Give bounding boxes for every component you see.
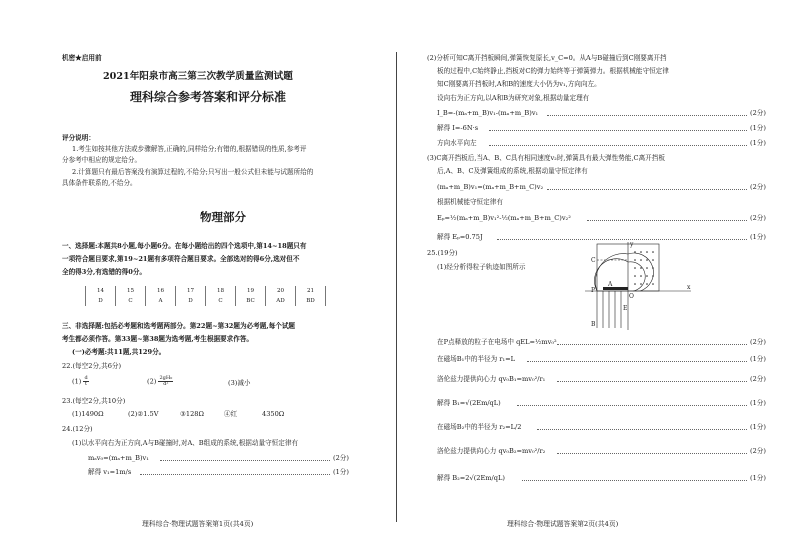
q23-answer-a: (1)1490Ω [72, 410, 104, 418]
fig-label-e: E [623, 305, 628, 312]
r-para-7: 根据机械能守恒定律有 [437, 198, 503, 206]
fig-label-x: x [687, 284, 691, 291]
q22-1-fraction [83, 376, 88, 387]
r-para-4: 设向右为正方向,以A和B为研究对象,根据动量定理有 [437, 94, 590, 102]
r-eq-4: (mₐ+m_B)v₁=(mₐ+m_B+m_C)v₂ [437, 183, 544, 191]
r-score-3: (1分) [750, 139, 766, 147]
table-cell: A [146, 296, 176, 306]
note-1b: 分参考中相应的规定给分。 [62, 156, 142, 164]
note-2b: 具体条件联系的,不给分。 [62, 179, 137, 187]
q23-heading: 23.(每空2分,共10分) [62, 397, 126, 405]
r-score-7: (2分) [750, 338, 766, 346]
q24-part-1: (1)以水平向右为正方向,A与B碰撞时,对A、B组成的系统,根据动量守恒定律有 [72, 439, 299, 447]
r-para-5: (3)C离开挡板后,当A、B、C具有相同速度v₂时,弹簧具有最大弹性势能,C离开挡板 [427, 154, 665, 162]
q22-answer-1 [72, 376, 89, 387]
trajectory-figure [583, 240, 693, 332]
notes-heading: 评分说明： [62, 134, 95, 142]
q22-1-label: (1) [72, 377, 82, 386]
q24-score-1: (2分) [333, 454, 349, 462]
fig-label-p: P [591, 287, 596, 294]
r-eq-8: 在磁场B₁中的半径为 r₁=L [437, 355, 516, 363]
leader-dots [547, 110, 747, 116]
r-para-2: 板的过程中,C始终静止,挡板对C的弹力始终等于弹簧弹力。根据机械能守恒定律 [437, 67, 669, 75]
table-cell: D [176, 296, 206, 306]
r-score-6: (1分) [750, 233, 766, 241]
r-para-6: 后,A、B、C及弹簧组成的系统,根据动量守恒定律有 [437, 167, 588, 175]
r-score-4: (2分) [750, 183, 766, 191]
nonmc-instr-1: 三、非选择题:包括必考题和选考题两部分。第22题~第32题为必考题,每个试题 [62, 322, 296, 330]
leader-dots [587, 215, 747, 221]
frac-num: d [84, 375, 88, 381]
secret-mark: 机密★启用前 [62, 54, 102, 62]
r-score-13: (1分) [750, 474, 766, 482]
r-eq-2: 解得 I=-6N·s [437, 124, 479, 132]
r-eq-11: 在磁场B₂中的半径为 r₂=L/2 [437, 423, 522, 431]
table-cell: 19 [236, 286, 266, 296]
table-cell: D [86, 296, 116, 306]
r-eq-1: I_B=-(mₐ+m_B)v₁-(mₐ+m_B)v₁ [437, 109, 539, 117]
table-cell: 21 [296, 286, 326, 296]
q23-answer-b: (2)②1.5V [128, 410, 159, 418]
table-cell: 14 [86, 286, 116, 296]
mc-instr-3: 全的得3分,有选错的得0分。 [62, 268, 147, 276]
note-1a: 1.考生如按其他方法或步骤解答,正确的,同样给分;有错的,根据错误的性质,参考评 [72, 145, 307, 153]
table-cell: BC [236, 296, 266, 306]
leader-dots [517, 400, 747, 406]
table-cell: 18 [206, 286, 236, 296]
leader-dots [160, 455, 330, 461]
left-footer: 理科综合·物理试题答案第1页(共4页) [142, 520, 254, 528]
q22-answer-2 [147, 376, 173, 387]
right-page [397, 0, 794, 547]
table-row-numbers [86, 286, 326, 296]
r-eq-7: 在P点释放的粒子在电场中 qEL=½mv₀² [437, 338, 557, 346]
leader-dots [557, 339, 747, 345]
leader-dots [489, 125, 747, 131]
note-2a: 2.计算题只有最后答案没有演算过程的,不给分;只写出一般公式但未能与试题所给的 [72, 168, 314, 176]
frac-den: d² [163, 381, 169, 387]
q24-heading: 24.(12分) [62, 425, 93, 433]
r-score-1: (2分) [750, 109, 766, 117]
table-cell: C [206, 296, 236, 306]
r-score-5: (2分) [750, 214, 766, 222]
mc-instr-2: 一项符合题目要求,第19~21题有多项符合题目要求。全部选对的得6分,选对但不 [62, 255, 300, 263]
fig-label-c: C [591, 257, 596, 264]
nonmc-instr-2: 考生都必须作答。第33题~第38题为选考题,考生根据要求作答。 [62, 335, 254, 343]
table-cell: C [116, 296, 146, 306]
exam-title: 2021年阳泉市高三第三次教学质量监测试题 [103, 71, 293, 82]
fig-label-a: A [608, 281, 613, 288]
r-score-12: (2分) [750, 447, 766, 455]
leader-dots [522, 475, 747, 481]
q24-eq-2: 解得 v₁=1m/s [88, 468, 132, 476]
q23-answer-e: 4350Ω [262, 410, 285, 418]
r-score-8: (1分) [750, 355, 766, 363]
leader-dots [547, 184, 747, 190]
table-cell: 16 [146, 286, 176, 296]
table-cell: BD [296, 296, 326, 306]
r-para-3: 知C刚要离开挡板时,A和B的速度大小仍为v₁,方向向左。 [437, 80, 601, 88]
leader-dots [489, 140, 747, 146]
r-score-2: (1分) [750, 124, 766, 132]
mc-instr-1: 一、选择题:本题共8小题,每小题6分。在每小题给出的四个选项中,第14~18题只有 [62, 242, 307, 250]
leader-dots [537, 424, 747, 430]
right-footer: 理科综合·物理试题答案第2页(共4页) [507, 520, 619, 528]
r-eq-13: 解得 B₂=2√(2Em/qL) [437, 474, 505, 482]
leader-dots [140, 469, 330, 475]
r-score-9: (2分) [750, 375, 766, 383]
section-title: 物理部分 [200, 210, 246, 224]
fig-label-b: B [591, 321, 596, 328]
q22-answer-3: (3)减小 [228, 379, 251, 387]
r-para-1: (2)分析可知C离开挡板瞬间,弹簧恢复原长,v_C=0。从A与B碰撞后到C刚要离开挡 [427, 54, 667, 62]
r-eq-5: Eₚ=½(mₐ+m_B)v₁²-½(mₐ+m_B+m_C)v₂² [437, 214, 571, 222]
r-eq-3: 方向水平向左 [437, 139, 477, 147]
fig-label-o: O [629, 293, 634, 300]
exam-subtitle: 理科综合参考答案和评分标准 [130, 90, 287, 104]
q25-heading: 25.(19分) [427, 249, 458, 257]
q24-eq-1: mₐv₀=(mₐ+m_B)v₁ [88, 454, 149, 462]
q22-heading: 22.(每空2分,共6分) [62, 362, 122, 370]
fig-label-y: y [630, 241, 634, 248]
frac-num: 2gH₀ [159, 375, 173, 381]
table-row-answers [86, 296, 326, 306]
r-eq-12: 洛伦兹力提供向心力 qv₀B₂=mv₀²/r₂ [437, 447, 546, 455]
q23-answer-c: ③128Ω [180, 410, 204, 418]
table-cell: 17 [176, 286, 206, 296]
leader-dots [557, 376, 747, 382]
r-score-10: (1分) [750, 399, 766, 407]
q25-part-1: (1)经分析得粒子轨迹如图所示 [437, 263, 526, 271]
r-eq-10: 解得 B₁=√(2Em/qL) [437, 399, 501, 407]
frac-den: t [85, 381, 88, 387]
leader-dots [527, 356, 747, 362]
answer-table [85, 286, 326, 306]
q23-answer-d: ④红 [224, 410, 238, 418]
table-cell: AD [266, 296, 296, 306]
r-score-11: (1分) [750, 423, 766, 431]
table-cell: 20 [266, 286, 296, 296]
table-cell: 15 [116, 286, 146, 296]
q22-2-fraction [158, 376, 173, 387]
required-heading: (一)必考题:共11题,共129分。 [72, 348, 166, 356]
r-eq-6: 解得 Eₚ=0.75J [437, 233, 483, 241]
r-eq-9: 洛伦兹力提供向心力 qv₀B₁=mv₀²/r₁ [437, 375, 546, 383]
q22-2-label: (2) [147, 377, 157, 386]
leader-dots [557, 448, 747, 454]
q24-score-2: (1分) [333, 468, 349, 476]
